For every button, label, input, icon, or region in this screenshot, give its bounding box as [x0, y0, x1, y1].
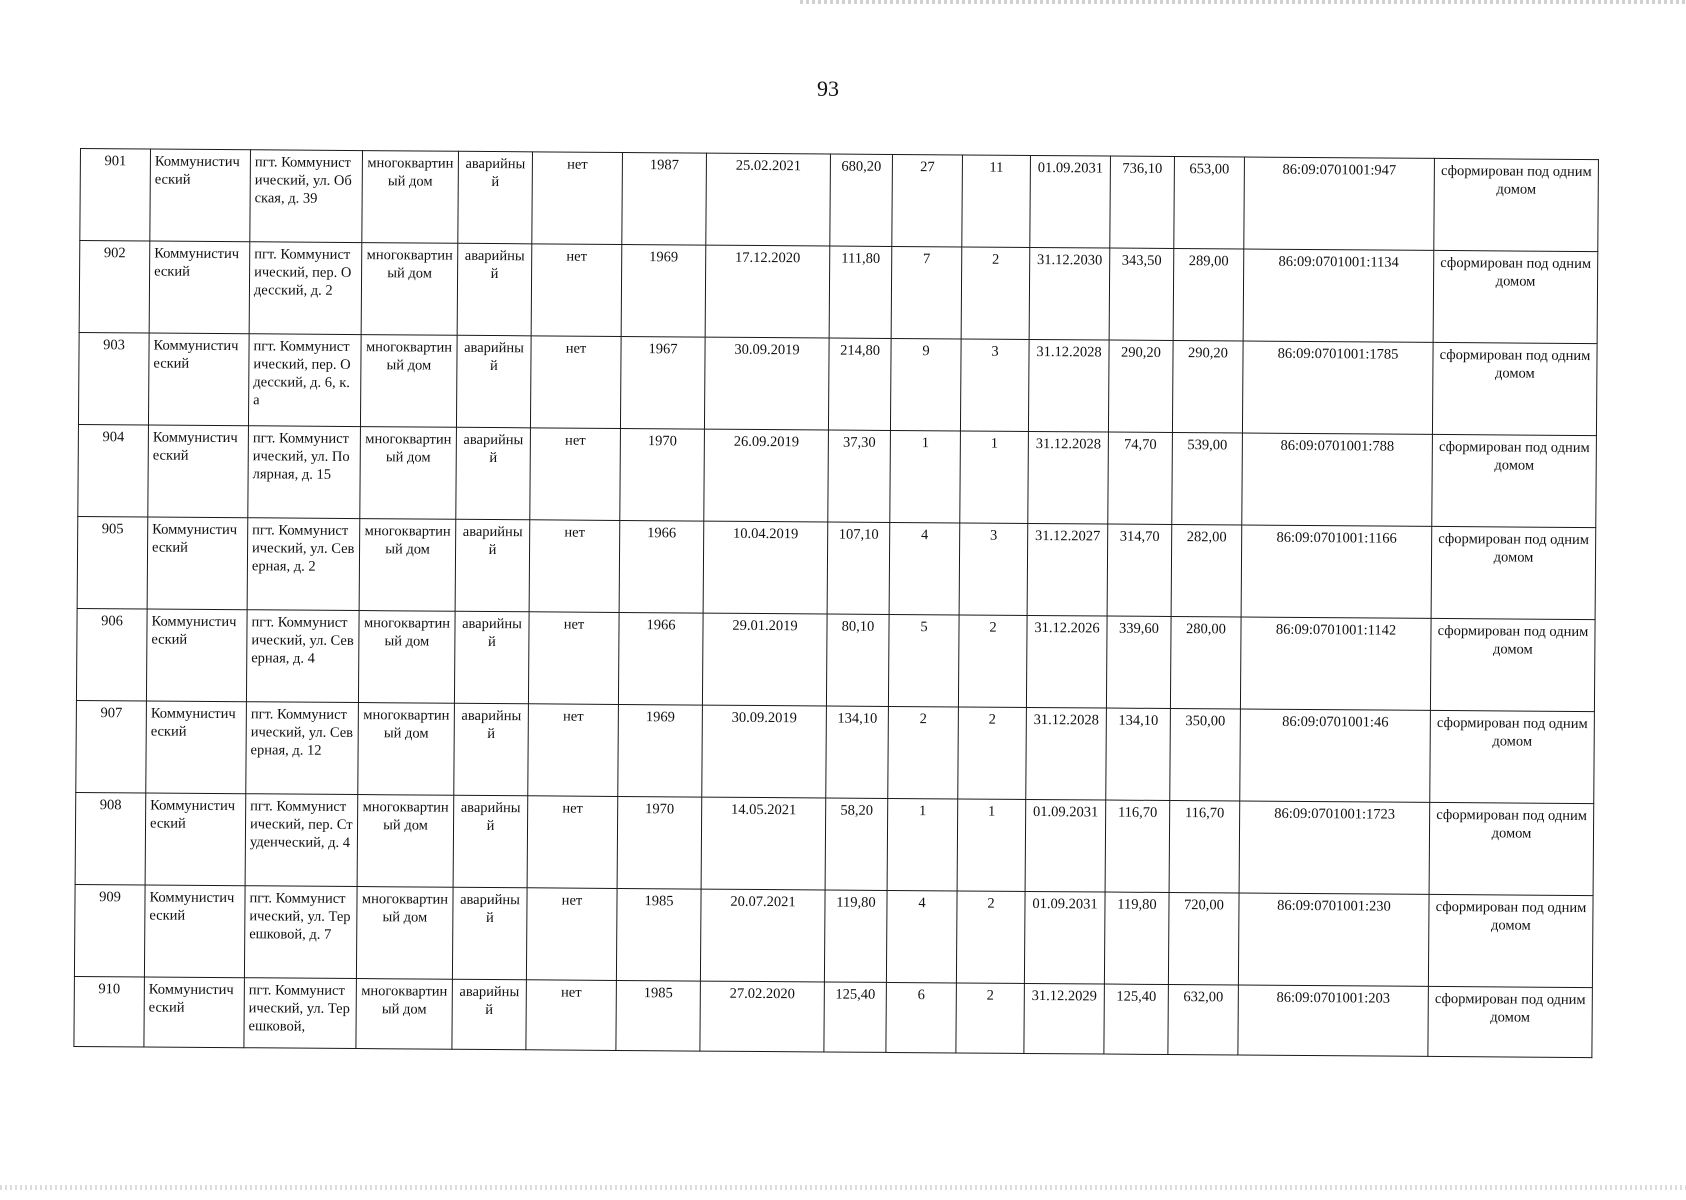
building-type-cell: многоквартиный дом — [357, 795, 454, 888]
land-area-cell: 289,00 — [1173, 249, 1244, 342]
residents-cell: 1 — [887, 798, 958, 891]
recognition-date-cell: 26.09.2019 — [704, 429, 829, 522]
table-row — [75, 792, 1594, 895]
deadline-cell: 31.12.2027 — [1027, 523, 1108, 616]
land-area-cell: 290,20 — [1172, 341, 1243, 434]
year-cell: 1970 — [617, 796, 702, 889]
table-row — [74, 976, 1592, 1057]
land-area-cell: 539,00 — [1172, 433, 1243, 526]
municipality-cell: Коммунистический — [144, 885, 245, 978]
flag-cell: нет — [530, 428, 621, 521]
condition-cell: аварийный — [454, 703, 529, 796]
year-cell: 1969 — [621, 244, 706, 337]
condition-cell: аварийный — [457, 243, 532, 336]
apartments-cell: 2 — [958, 707, 1027, 799]
flag-cell: нет — [526, 980, 617, 1051]
municipality-cell: Коммунистический — [146, 701, 247, 794]
area-cell: 125,40 — [824, 982, 887, 1052]
row-number: 902 — [79, 241, 150, 334]
address-cell: пгт. Коммунистический, ул. Полярная, д. 15 — [248, 426, 361, 519]
table-row — [76, 608, 1595, 711]
apartments-cell: 11 — [962, 155, 1031, 247]
deadline-cell: 31.12.2028 — [1026, 707, 1107, 800]
address-cell: пгт. Коммунистический, пер. Студенческий, д. 4 — [245, 794, 358, 887]
year-cell: 1987 — [622, 152, 707, 245]
total-area-cell: 290,20 — [1108, 340, 1173, 432]
apartments-cell: 2 — [961, 247, 1030, 339]
address-cell: пгт. Коммунистический, ул. Северная, д. 2 — [247, 518, 360, 611]
land-area-cell: 350,00 — [1170, 709, 1241, 802]
recognition-date-cell: 20.07.2021 — [700, 889, 825, 982]
residents-cell: 9 — [890, 338, 961, 431]
municipality-cell: Коммунистический — [148, 333, 249, 426]
residents-cell: 4 — [889, 522, 960, 615]
building-type-cell: многоквартиный дом — [356, 887, 453, 980]
deadline-cell: 01.09.2031 — [1024, 891, 1105, 984]
building-type-cell: многоквартиный дом — [362, 151, 459, 244]
row-number: 907 — [76, 700, 147, 793]
recognition-date-cell: 17.12.2020 — [705, 245, 830, 338]
land-status-cell: сформирован под одним домом — [1432, 434, 1597, 527]
land-status-cell: сформирован под одним домом — [1429, 802, 1594, 895]
building-type-cell: многоквартиный дом — [358, 611, 455, 704]
recognition-date-cell: 30.09.2019 — [704, 337, 829, 430]
condition-cell: аварийный — [456, 427, 531, 520]
condition-cell: аварийный — [454, 611, 529, 704]
cadastral-number-cell: 86:09:0701001:1134 — [1243, 249, 1434, 342]
building-type-cell: многоквартиный дом — [358, 703, 455, 796]
land-status-cell: сформирован под одним домом — [1432, 342, 1597, 435]
condition-cell: аварийный — [453, 795, 528, 888]
page-number: 93 — [817, 76, 839, 101]
row-number: 908 — [75, 792, 146, 885]
year-cell: 1969 — [618, 704, 703, 797]
area-cell: 111,80 — [829, 246, 892, 338]
cadastral-number-cell: 86:09:0701001:1142 — [1240, 617, 1431, 710]
municipality-cell: Коммунистический — [145, 793, 246, 886]
recognition-date-cell: 29.01.2019 — [702, 613, 827, 706]
building-type-cell: многоквартиный дом — [359, 519, 456, 612]
total-area-cell: 343,50 — [1109, 248, 1174, 340]
table-row — [80, 149, 1599, 252]
deadline-cell: 31.12.2028 — [1028, 339, 1109, 432]
land-area-cell: 720,00 — [1168, 893, 1239, 986]
table-row — [74, 884, 1593, 987]
land-status-cell: сформирован под одним домом — [1433, 250, 1598, 343]
total-area-cell: 339,60 — [1106, 616, 1171, 708]
year-cell: 1985 — [616, 980, 701, 1051]
address-cell: пгт. Коммунистический, пер. Одесский, д. 6, к. а — [248, 334, 361, 427]
area-cell: 107,10 — [827, 522, 890, 614]
municipality-cell: Коммунистический — [148, 425, 249, 518]
apartments-cell: 1 — [957, 799, 1026, 891]
residents-cell: 5 — [888, 614, 959, 707]
row-number: 910 — [74, 976, 145, 1047]
recognition-date-cell: 10.04.2019 — [703, 521, 828, 614]
year-cell: 1967 — [620, 336, 705, 429]
land-status-cell: сформирован под одним домом — [1428, 986, 1593, 1057]
total-area-cell: 125,40 — [1104, 984, 1169, 1054]
flag-cell: нет — [532, 152, 623, 245]
apartments-cell: 2 — [958, 615, 1027, 707]
condition-cell: аварийный — [458, 151, 533, 244]
land-area-cell: 632,00 — [1168, 985, 1239, 1056]
total-area-cell: 119,80 — [1104, 892, 1169, 984]
building-type-cell: многоквартиный дом — [361, 243, 458, 336]
residents-cell: 27 — [892, 154, 963, 247]
address-cell: пгт. Коммунистический, ул. Терешковой, д. 7 — [244, 886, 357, 979]
cadastral-number-cell: 86:09:0701001:46 — [1240, 709, 1431, 802]
municipality-cell: Коммунистический — [150, 149, 251, 242]
registry-sheet — [73, 148, 1599, 1058]
building-type-cell: многоквартиный дом — [356, 979, 453, 1050]
residents-cell: 6 — [886, 982, 957, 1053]
area-cell: 214,80 — [828, 338, 891, 430]
apartments-cell: 3 — [960, 339, 1029, 431]
scan-edge-top — [800, 0, 1686, 4]
land-area-cell: 282,00 — [1171, 525, 1242, 618]
land-area-cell: 116,70 — [1169, 801, 1240, 894]
area-cell: 80,10 — [826, 614, 889, 706]
address-cell: пгт. Коммунистический, ул. Терешковой, — [244, 978, 357, 1049]
table-row — [78, 332, 1597, 435]
apartments-cell: 2 — [956, 983, 1025, 1053]
table-row — [79, 241, 1598, 344]
condition-cell: аварийный — [452, 887, 527, 980]
residents-cell: 4 — [886, 890, 957, 983]
building-type-cell: многоквартиный дом — [360, 427, 457, 520]
row-number: 903 — [78, 332, 149, 425]
address-cell: пгт. Коммунистический, пер. Одесский, д. 2 — [249, 242, 362, 335]
year-cell: 1966 — [619, 520, 704, 613]
address-cell: пгт. Коммунистический, ул. Обская, д. 39 — [250, 150, 363, 243]
residents-cell: 1 — [890, 430, 961, 523]
apartments-cell: 1 — [960, 431, 1029, 523]
table-row — [76, 700, 1595, 803]
area-cell: 58,20 — [825, 798, 888, 890]
land-area-cell: 653,00 — [1174, 157, 1245, 250]
area-cell: 119,80 — [824, 890, 887, 982]
land-status-cell: сформирован под одним домом — [1428, 894, 1593, 987]
cadastral-number-cell: 86:09:0701001:947 — [1244, 157, 1435, 250]
recognition-date-cell: 27.02.2020 — [700, 981, 825, 1052]
scan-edge-bottom — [0, 1185, 1686, 1190]
land-status-cell: сформирован под одним домом — [1434, 158, 1599, 251]
flag-cell: нет — [531, 244, 622, 337]
cadastral-number-cell: 86:09:0701001:1723 — [1239, 801, 1430, 894]
recognition-date-cell: 14.05.2021 — [701, 797, 826, 890]
land-status-cell: сформирован под одним домом — [1430, 710, 1595, 803]
row-number: 905 — [77, 516, 148, 609]
cadastral-number-cell: 86:09:0701001:1785 — [1242, 341, 1433, 434]
municipality-cell: Коммунистический — [146, 609, 247, 702]
deadline-cell: 31.12.2026 — [1026, 615, 1107, 708]
municipality-cell: Коммунистический — [144, 977, 245, 1048]
deadline-cell: 31.12.2029 — [1024, 983, 1105, 1054]
housing-registry-table — [73, 148, 1599, 1058]
recognition-date-cell: 30.09.2019 — [702, 705, 827, 798]
deadline-cell: 01.09.2031 — [1025, 799, 1106, 892]
municipality-cell: Коммунистический — [147, 517, 248, 610]
recognition-date-cell: 25.02.2021 — [706, 153, 831, 246]
condition-cell: аварийный — [456, 335, 531, 428]
deadline-cell: 31.12.2030 — [1029, 247, 1110, 340]
land-status-cell: сформирован под одним домом — [1430, 618, 1595, 711]
table-row — [77, 516, 1596, 619]
row-number: 904 — [78, 424, 149, 517]
total-area-cell: 116,70 — [1105, 800, 1170, 892]
cadastral-number-cell: 86:09:0701001:788 — [1242, 433, 1433, 526]
total-area-cell: 736,10 — [1110, 156, 1175, 248]
total-area-cell: 74,70 — [1108, 432, 1173, 524]
total-area-cell: 134,10 — [1106, 708, 1171, 800]
row-number: 906 — [76, 608, 147, 701]
year-cell: 1970 — [620, 428, 705, 521]
flag-cell: нет — [530, 336, 621, 429]
flag-cell: нет — [527, 796, 618, 889]
flag-cell: нет — [528, 704, 619, 797]
area-cell: 680,20 — [830, 154, 893, 246]
area-cell: 134,10 — [826, 706, 889, 798]
municipality-cell: Коммунистический — [149, 241, 250, 334]
land-area-cell: 280,00 — [1170, 617, 1241, 710]
year-cell: 1985 — [616, 888, 701, 981]
residents-cell: 7 — [891, 246, 962, 339]
flag-cell: нет — [528, 612, 619, 705]
row-number: 909 — [74, 884, 145, 977]
building-type-cell: многоквартиный дом — [360, 335, 457, 428]
apartments-cell: 2 — [956, 891, 1025, 983]
deadline-cell: 01.09.2031 — [1030, 155, 1111, 248]
residents-cell: 2 — [888, 706, 959, 799]
condition-cell: аварийный — [452, 979, 527, 1050]
total-area-cell: 314,70 — [1107, 524, 1172, 616]
row-number: 901 — [80, 149, 151, 242]
condition-cell: аварийный — [455, 519, 530, 612]
deadline-cell: 31.12.2028 — [1028, 431, 1109, 524]
table-body — [74, 149, 1599, 1058]
land-status-cell: сформирован под одним домом — [1431, 526, 1596, 619]
apartments-cell: 3 — [959, 523, 1028, 615]
flag-cell: нет — [526, 888, 617, 981]
cadastral-number-cell: 86:09:0701001:230 — [1238, 893, 1429, 986]
area-cell: 37,30 — [828, 430, 891, 522]
cadastral-number-cell: 86:09:0701001:203 — [1238, 985, 1429, 1056]
cadastral-number-cell: 86:09:0701001:1166 — [1241, 525, 1432, 618]
address-cell: пгт. Коммунистический, ул. Северная, д. 4 — [246, 610, 359, 703]
address-cell: пгт. Коммунистический, ул. Северная, д. 12 — [246, 702, 359, 795]
table-row — [78, 424, 1597, 527]
year-cell: 1966 — [618, 612, 703, 705]
flag-cell: нет — [529, 520, 620, 613]
